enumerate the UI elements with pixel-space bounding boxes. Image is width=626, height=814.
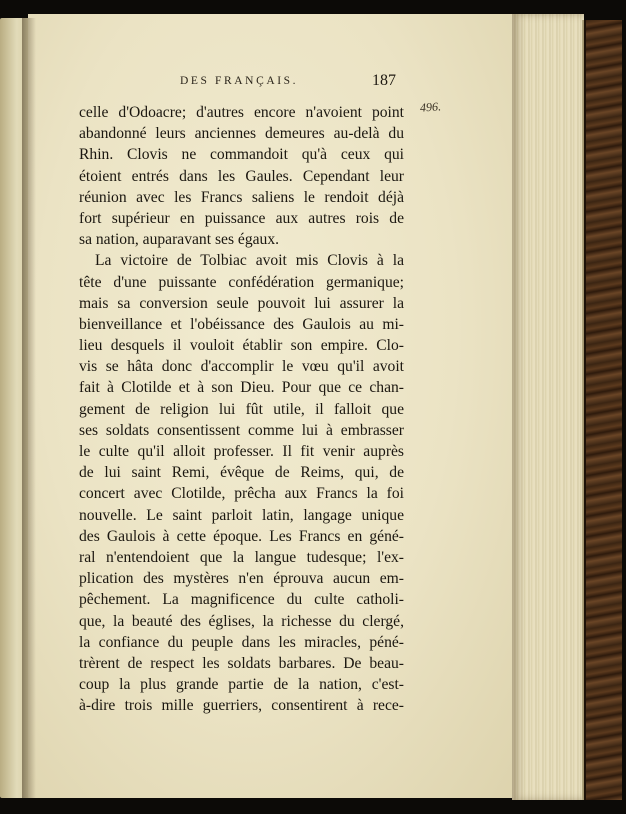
text-line: fort supérieur en puissance aux autres rois de	[79, 209, 404, 227]
text-line: concert avec Clotilde, prêcha aux Francs la foi	[79, 485, 404, 503]
text-line: tête d'une puissante confédération germanique;	[79, 273, 404, 291]
running-head-title: DES FRANÇAIS.	[180, 75, 299, 87]
page-edges	[512, 14, 584, 800]
text-line: Rhin. Clovis ne commandoit qu'à ceux qui	[79, 146, 404, 164]
text-line: réunion avec les Francs saliens le rendoit déjà	[79, 188, 404, 206]
margin-annotation: 496.	[419, 99, 442, 115]
text-line: que, la beauté des églises, la richesse du clergé,	[79, 612, 404, 630]
text-line: trèrent de respect les soldats barbares. De beau-	[79, 654, 404, 672]
page-number: 187	[372, 72, 396, 89]
text-line: lieu desquels il vouloit établir son empire. Clo-	[79, 337, 404, 355]
text-line: La victoire de Tolbiac avoit mis Clovis à la	[95, 252, 404, 270]
text-line: coup la plus grande partie de la nation, c'est-	[79, 676, 404, 694]
text-line: la confiance du peuple dans les miracles, péné-	[79, 633, 404, 651]
text-line: de lui saint Remi, évêque de Reims, qui, de	[79, 464, 404, 482]
text-line: nouvelle. Le saint parloit latin, langage unique	[79, 506, 404, 524]
text-line: vis se hâta donc d'accomplir le vœu qu'il avoit	[79, 358, 404, 376]
text-line: mais sa conversion seule pouvoit lui assurer la	[79, 294, 404, 312]
text-line: étoient entrés dans les Gaules. Cependant leur	[79, 167, 404, 185]
text-line: à-dire trois mille guerriers, consentirent à rece-	[79, 697, 404, 715]
text-line: bienveillance et l'obéissance des Gaulois au mi-	[79, 315, 404, 333]
text-line: abandonné leurs anciennes demeures au-delà du	[79, 125, 404, 143]
leather-cover	[584, 20, 622, 800]
text-line: gement de religion lui fût utile, il falloit que	[79, 400, 404, 418]
body-text	[79, 102, 404, 716]
gutter-shadow	[22, 18, 36, 798]
text-line: ses soldats consentissent comme lui à embrasser	[79, 421, 404, 439]
text-line: fait à Clotilde et à son Dieu. Pour que ce chan-	[79, 379, 404, 397]
text-line: le culte qu'il alloit professer. Il fit venir auprès	[79, 443, 404, 460]
text-line: plication des mystères n'en éprouva aucun em-	[79, 570, 404, 588]
text-line: sa nation, auparavant ses égaux.	[79, 231, 280, 249]
text-line: ral n'entendoient que la langue tudesque; l'ex-	[79, 548, 404, 566]
text-line: des Gaulois à cette époque. Les Francs en géné-	[79, 527, 404, 545]
text-line: pêchement. La magnificence du culte catholi-	[79, 591, 404, 609]
text-line: celle d'Odoacre; d'autres encore n'avoient point	[79, 104, 404, 121]
